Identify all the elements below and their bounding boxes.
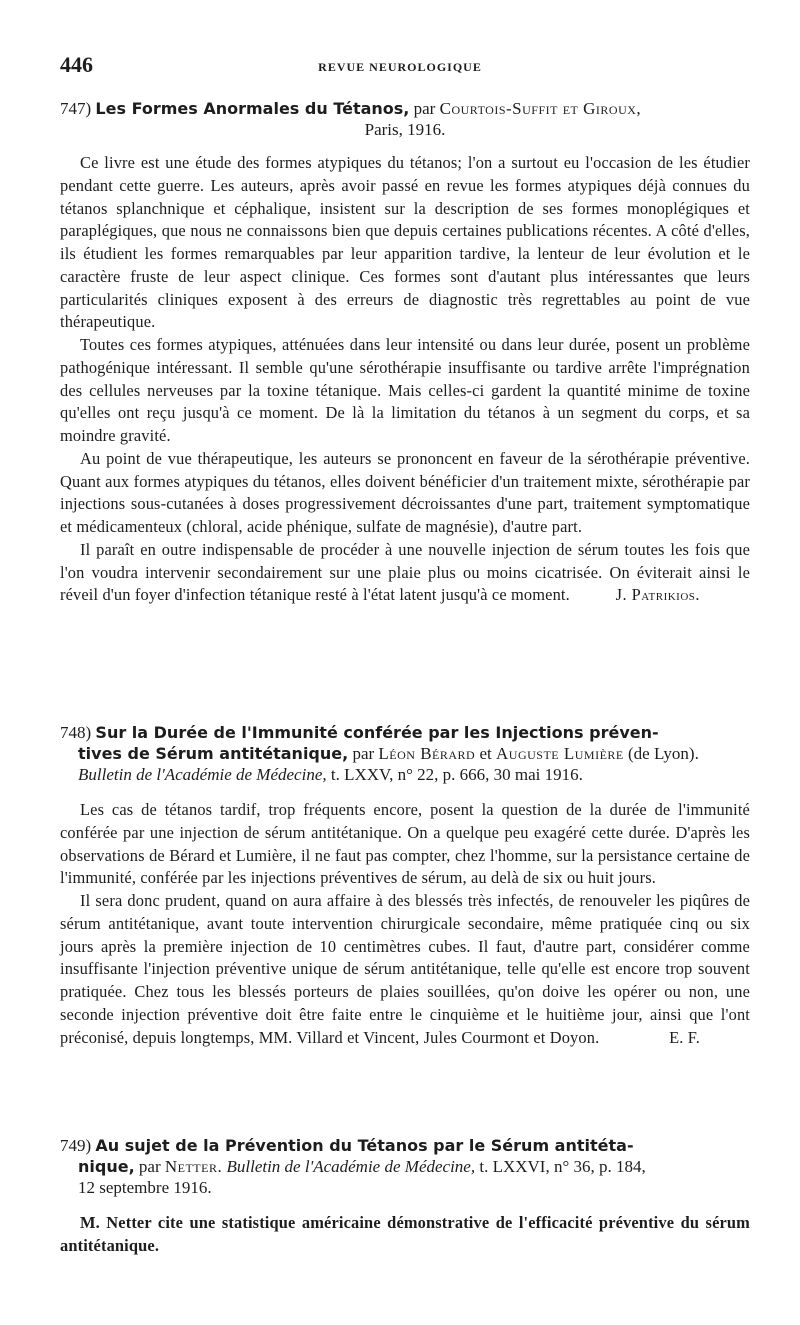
entry-title-line1: Sur la Durée de l'Immunité conférée par les Injections préven-: [95, 723, 659, 742]
paragraph: Toutes ces formes atypiques, atténuées dans leur intensité ou dans leur durée, posent un problème pathogénique intéressant. Il semble qu'une sérothérapie insuffisante ou tardive arrête l'imprégnation des cellules nerveuses par la toxine tétanique. Mais celles-ci gardent la quantité minime de toxine qu'elles ont reçu jusqu'à ce moment. De là la limitation du tétanos à un segment du corps, et sa moindre gravité.: [60, 335, 750, 445]
entry-title-line1: Au sujet de la Prévention du Tétanos par le Sérum antitéta-: [95, 1136, 634, 1155]
paragraph: Au point de vue thérapeutique, les auteurs se prononcent en faveur de la sérothérapie préventive. Quant aux formes atypiques du tétanos, elles doivent bénéficier d'un traitement mixte, sérothérapie par injections sous-cutanées à doses progressivement décroissantes d'une part, traitement symptomatique et médicamenteux (chloral, acide phénique, sulfate de magnésie), d'autre part.: [60, 448, 750, 536]
signature: E. F.: [669, 1027, 700, 1047]
paragraph-text: Il sera donc prudent, quand on aura affaire à des blessés très infectés, de renouveler les piqûres de sérum antitétanique, avant toute intervention chirurgicale secondaire, même pratiquée cinq ou six jours après la première injection de 10 centimètres cubes. Il faut, d'autre part, considérer comme insuffisante l'injection préventive unique de sérum antitétanique, telle qu'elle est encore trop souvent pratiquée. Chez tous les blessés porteurs de plaies souillées, qu'on doive les opérer ou non, une seconde injection préventive doit être faite entre le cinquième et le huitième jour, ainsi que l'ont préconisé, depuis longtemps, MM. Villard et Vincent, Jules Courmont et Doyon.: [60, 891, 750, 1047]
journal-name: Bulletin de l'Académie de Médecine,: [78, 765, 327, 784]
entry-authors: Courtois-Suffit et Giroux,: [439, 99, 642, 118]
entry-title-line2: tives de Sérum antitétanique,: [78, 744, 349, 763]
entry-date: 12 septembre 1916.: [78, 1178, 212, 1197]
entry-place-date: Paris, 1916.: [364, 120, 446, 139]
running-title: REVUE NEUROLOGIQUE: [318, 60, 482, 74]
paragraph: [60, 890, 750, 1049]
byline-prefix: par: [138, 1157, 161, 1176]
paragraph: Les cas de tétanos tardif, trop fréquents encore, posent la question de la durée de l'immunité conférée par une injection de sérum antitétanique. On a quelque peu exagéré cette durée. D'après les observations de Bérard et Lumière, il ne faut pas compter, chez l'homme, sur la persistance certaine de l'immunité, conférée par les injections préventives de sérum, au delà de six ou huit jours.: [60, 800, 750, 888]
entry-number: 748): [60, 723, 92, 742]
entry-749: [60, 1135, 750, 1258]
entry-number: 747): [60, 99, 92, 118]
paragraph-text: Il paraît en outre indispensable de procéder à une nouvelle injection de sérum toutes les fois que l'on voudra intervenir secondairement sur une plaie plus ou moins cicatrisée. On éviterait ainsi le réveil d'un foyer d'infection tétanique resté à l'état latent jusqu'à ce moment.: [60, 539, 750, 605]
journal-ref: t. LXXV, n° 22, p. 666, 30 mai 1916.: [330, 765, 583, 784]
byline-prefix: par: [413, 99, 436, 118]
journal-name: Bulletin de l'Académie de Médecine,: [226, 1157, 476, 1176]
entry-authors: Netter.: [164, 1157, 223, 1176]
entry-747: [60, 98, 750, 607]
entry-title: Les Formes Anormales du Tétanos,: [95, 99, 410, 118]
entry-749-heading: [60, 1135, 750, 1198]
author-place: (de Lyon).: [628, 744, 699, 763]
signature: J. Patrikios.: [615, 585, 700, 605]
paragraph: M. Netter cite une statistique américaine démonstrative de l'efficacité préventive du sérum antitétanique.: [60, 1213, 750, 1255]
entry-748-heading: [60, 722, 750, 785]
page-number: 446: [60, 52, 93, 77]
byline-prefix: par: [352, 744, 375, 763]
entry-747-heading: [60, 98, 750, 140]
journal-ref: t. LXXVI, n° 36, p. 184,: [479, 1157, 646, 1176]
conjunction: et: [479, 744, 492, 763]
paragraph: Ce livre est une étude des formes atypiques du tétanos; l'on a surtout eu l'occasion de les étudier pendant cette guerre. Les auteurs, après avoir passé en revue les formes atypiques déjà connues du tétanos splanchnique et céphalique, insistent sur la description de ses formes monoplégiques et paraplégiques, que nous ne connaissons bien que depuis certaines publications récentes. A côté d'elles, ils étudient les formes remarquables par leur apparition tardive, la lenteur de leur évolution et le caractère fruste de leur aspect clinique. Ces formes sont d'autant plus intéressantes que leurs particularités cliniques exposent à des erreurs de diagnostic très regrettables au point de vue thérapeutique.: [60, 153, 750, 332]
entry-title-line2: nique,: [78, 1157, 135, 1176]
entry-748: [60, 722, 750, 1049]
paragraph: [60, 539, 750, 607]
entry-number: 749): [60, 1136, 92, 1155]
author-a: Léon Bérard: [378, 744, 476, 763]
author-b: Auguste Lumière: [496, 744, 624, 763]
